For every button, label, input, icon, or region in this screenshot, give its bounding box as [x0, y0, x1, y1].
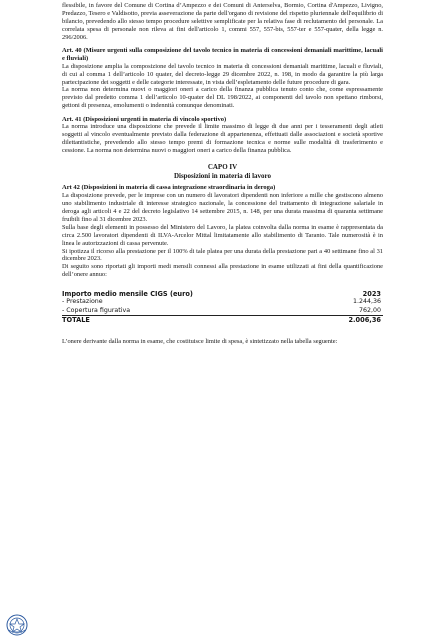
capo-number: CAPO IV — [207, 163, 238, 172]
table-header-label: Importo medio mensile CIGS (euro) — [62, 290, 193, 299]
art40-paragraph-2: La norma non determina nuovi o maggiori oneri a carico della finanza pubblica tenuto conto che, come espressamente previsto dal predetto comma 1 dell’articolo 10-quater del DL 198/2022, ai componenti del tavolo non spettano rimborsi, gettoni di presenza, emolumenti o indennità comunque denominati. — [62, 86, 383, 110]
table-header-year: 2023 — [362, 290, 381, 299]
table-header-row — [62, 290, 383, 298]
art40-paragraph-1: La disposizione amplia la composizione del tavolo tecnico in materia di concessioni demaniali marittime, lacuali e fluviali, di cui al comma 1 dell’articolo 10 quater, del decreto-legge 29 dicembre 2022, n. 198, in modo da garantire la più larga partecipazione dei soggetti e delle categorie interessate, in vista dell’espletamento delle future procedure di gara. — [62, 62, 383, 86]
closing-paragraph: L’onere derivante dalla norma in esame, che costituisce limite di spesa, è sintetizzato nella tabella seguente: — [62, 337, 338, 345]
art41-title: Art. 41 (Disposizioni urgenti in materia di vincolo sportivo) — [62, 115, 227, 123]
table-total-value: 2.006,36 — [316, 315, 383, 324]
table-row-label: - Prestazione — [62, 298, 103, 306]
table-row — [62, 307, 383, 316]
cigs-table-wrapper — [62, 290, 383, 324]
art42-paragraph-4: Di seguito sono riportati gli importi medi mensili connessi alla prestazione in esame utilizzati ai fini della quantificazione dell’onere annuo: — [62, 263, 383, 279]
art42-paragraph-3: Si ipotizza il ricorso alla prestazione per il 100% di tale platea per una durata della prestazione pari a 40 settimane fino al 31 dicembre 2023. — [62, 247, 383, 263]
table-row-label: - Copertura figurativa — [62, 306, 131, 314]
official-seal-icon — [6, 614, 28, 636]
table-total-label: TOTALE — [62, 315, 316, 324]
art40-title: Art. 40 (Misure urgenti sulla composizione del tavolo tecnico in materia di concessioni demaniali marittime, lacuali e fluviali) — [62, 46, 383, 62]
art41-paragraph-1: La norma introduce una disposizione che prevede il limite massimo di legge di due anni per i tesseramenti degli atleti soggetti al vincolo eventualmente previsto dalla federazione di appartenenza, effettuati dalle associazioni e società sportive dilettantistiche, prevedendo allo stesso tempo premi di formazione tecnica e norme sulle modalità di trasferimento e cessione. La norma non determina nuovi o maggiori oneri a carico della finanza pubblica. — [62, 123, 383, 155]
intro-paragraph: flessibile, in favore del Comune di Cortina d’Ampezzo e dei Comuni di Anterselva, Bormio, Cortina d'Ampezzo, Livigno, Predazzo, Tesero e Valdisotto, previa asseverazione da parte dell'organo di revisione del rispetto pluriennale dell'equilibrio di bilancio, prevedendo allo stesso tempo procedure selettive semplificate per la relativa fase di reclutamento del personale. La correlata spesa di personale non rileva ai fini dell'articolo 1, commi 557, 557-bis, 557-ter e 557-quater, della legge n. 296/2006. — [62, 2, 383, 41]
art42-title: Art 42 (Disposizioni in materia di cassa integrazione straordinaria in deroga) — [62, 184, 276, 192]
table-row-value: 1.244,36 — [352, 298, 381, 306]
capo-subtitle: Disposizioni in materia di lavoro — [173, 171, 272, 180]
art42-paragraph-1: La disposizione prevede, per le imprese con un numero di lavoratori dipendenti non inferiore a mille che gestiscono almeno uno stabilimento industriale di interesse strategico nazionale, la concessione del trattamento di integrazione salariale in deroga agli articoli 4 e 22 del decreto legislativo 14 settembre 2015, n. 148, per una durata massima di quaranta settimane fruibili fino al 31 dicembre 2023. — [62, 192, 383, 223]
document-page — [62, 2, 383, 346]
table-row — [62, 298, 383, 306]
table-row-value: 762,00 — [358, 306, 381, 314]
art42-paragraph-2: Sulla base degli elementi in possesso del Ministero del Lavoro, la platea coinvolta dalla norma in esame è rappresentata da circa 2.500 lavoratori dipendenti di ILVA-Arcelor Mittal limitatamente allo stabilimento di Taranto. Tale numerosità è in linea le autorizzazioni di cassa pervenute. — [62, 223, 383, 247]
table-total-row — [62, 315, 383, 324]
cigs-amounts-table — [62, 290, 383, 324]
